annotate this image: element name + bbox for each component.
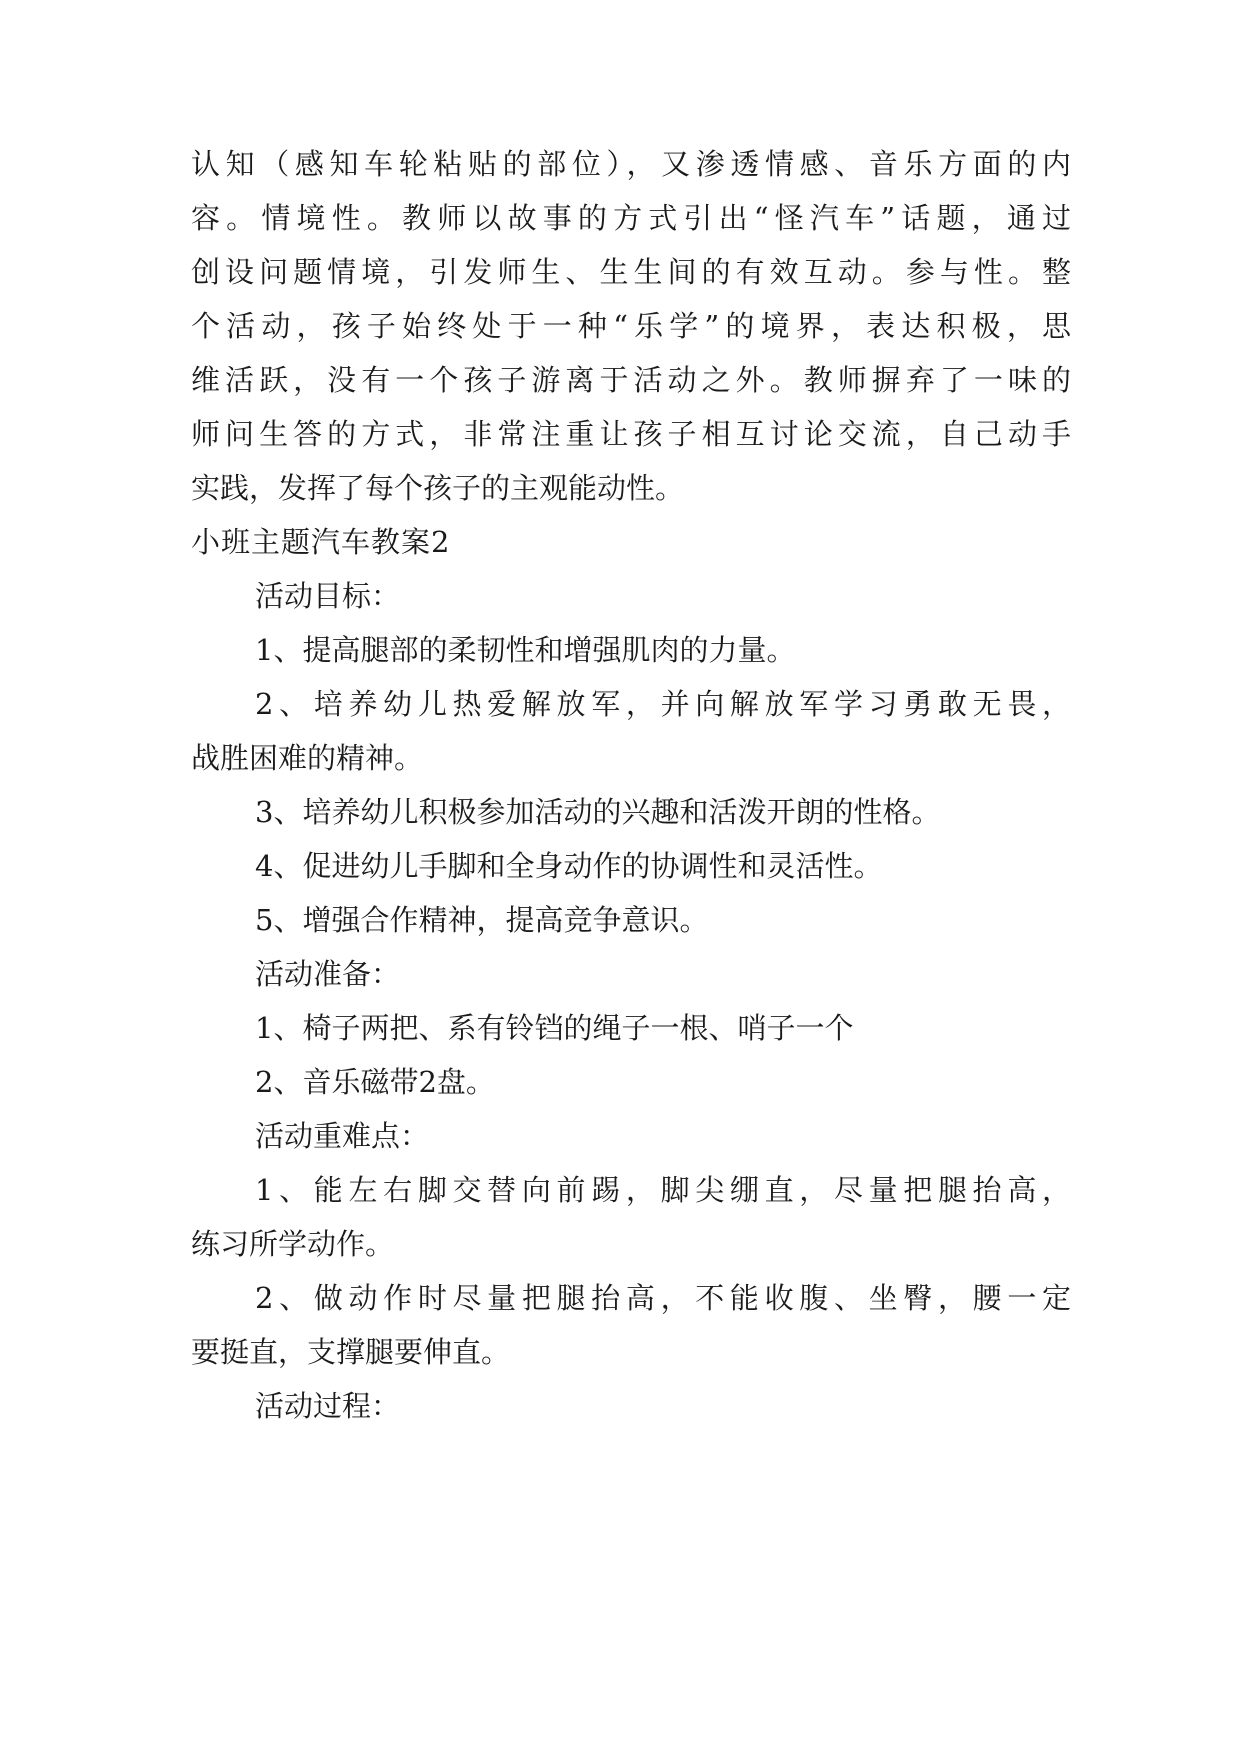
goal-item: 5、增强合作精神，提高竞争意识。 [255, 903, 709, 937]
prep-heading: 活动准备： [255, 957, 401, 991]
paragraph-line: 容。情境性。教师以故事的方式引出“怪汽车”话题，通过 [191, 201, 1071, 235]
key-item-continuation: 要挺直，支撑腿要伸直。 [191, 1335, 511, 1369]
paragraph-line: 维活跃，没有一个孩子游离于活动之外。教师摒弃了一味的 [191, 363, 1071, 397]
key-heading: 活动重难点： [255, 1119, 430, 1153]
key-item: 1、能左右脚交替向前踢，脚尖绷直，尽量把腿抬高， [255, 1173, 1071, 1207]
goal-item: 1、提高腿部的柔韧性和增强肌肉的力量。 [255, 633, 796, 667]
prep-item: 2、音乐磁带2盘。 [255, 1065, 495, 1099]
section-title: 小班主题汽车教案2 [191, 525, 451, 559]
paragraph-line: 个活动，孩子始终处于一种“乐学”的境界，表达积极，思 [191, 309, 1071, 343]
key-item-continuation: 练习所学动作。 [191, 1227, 395, 1261]
paragraph-line: 创设问题情境，引发师生、生生间的有效互动。参与性。整 [191, 255, 1071, 289]
goal-item: 2、培养幼儿热爱解放军，并向解放军学习勇敢无畏， [255, 687, 1071, 721]
key-item: 2、做动作时尽量把腿抬高，不能收腹、坐臀，腰一定 [255, 1281, 1071, 1315]
prep-item: 1、椅子两把、系有铃铛的绳子一根、哨子一个 [255, 1011, 854, 1045]
goals-heading: 活动目标： [255, 579, 401, 613]
goal-item-continuation: 战胜困难的精神。 [191, 741, 424, 775]
paragraph-line: 师问生答的方式，非常注重让孩子相互讨论交流，自己动手 [191, 417, 1071, 451]
goal-item: 4、促进幼儿手脚和全身动作的协调性和灵活性。 [255, 849, 883, 883]
goal-item: 3、培养幼儿积极参加活动的兴趣和活泼开朗的性格。 [255, 795, 941, 829]
paragraph-line: 认知（感知车轮粘贴的部位），又渗透情感、音乐方面的内 [191, 147, 1071, 181]
paragraph-line: 实践，发挥了每个孩子的主观能动性。 [191, 471, 685, 505]
process-heading: 活动过程： [255, 1389, 401, 1423]
